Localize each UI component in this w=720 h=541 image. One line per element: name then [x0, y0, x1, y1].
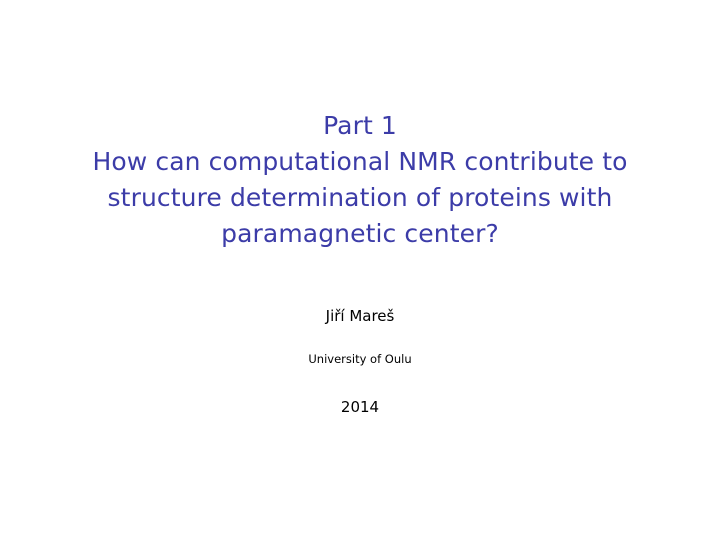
title-line-question-3: paramagnetic center?: [221, 219, 499, 248]
institute-name: University of Oulu: [308, 352, 412, 366]
presentation-date: 2014: [340, 398, 380, 416]
author-name: Jiří Mareš: [325, 307, 395, 325]
title-line-question-1: How can computational NMR contribute to: [92, 147, 628, 176]
title-line-question-2: structure determination of proteins with: [107, 183, 613, 212]
slide-title: [60, 108, 660, 252]
title-line-part: Part 1: [323, 111, 397, 140]
